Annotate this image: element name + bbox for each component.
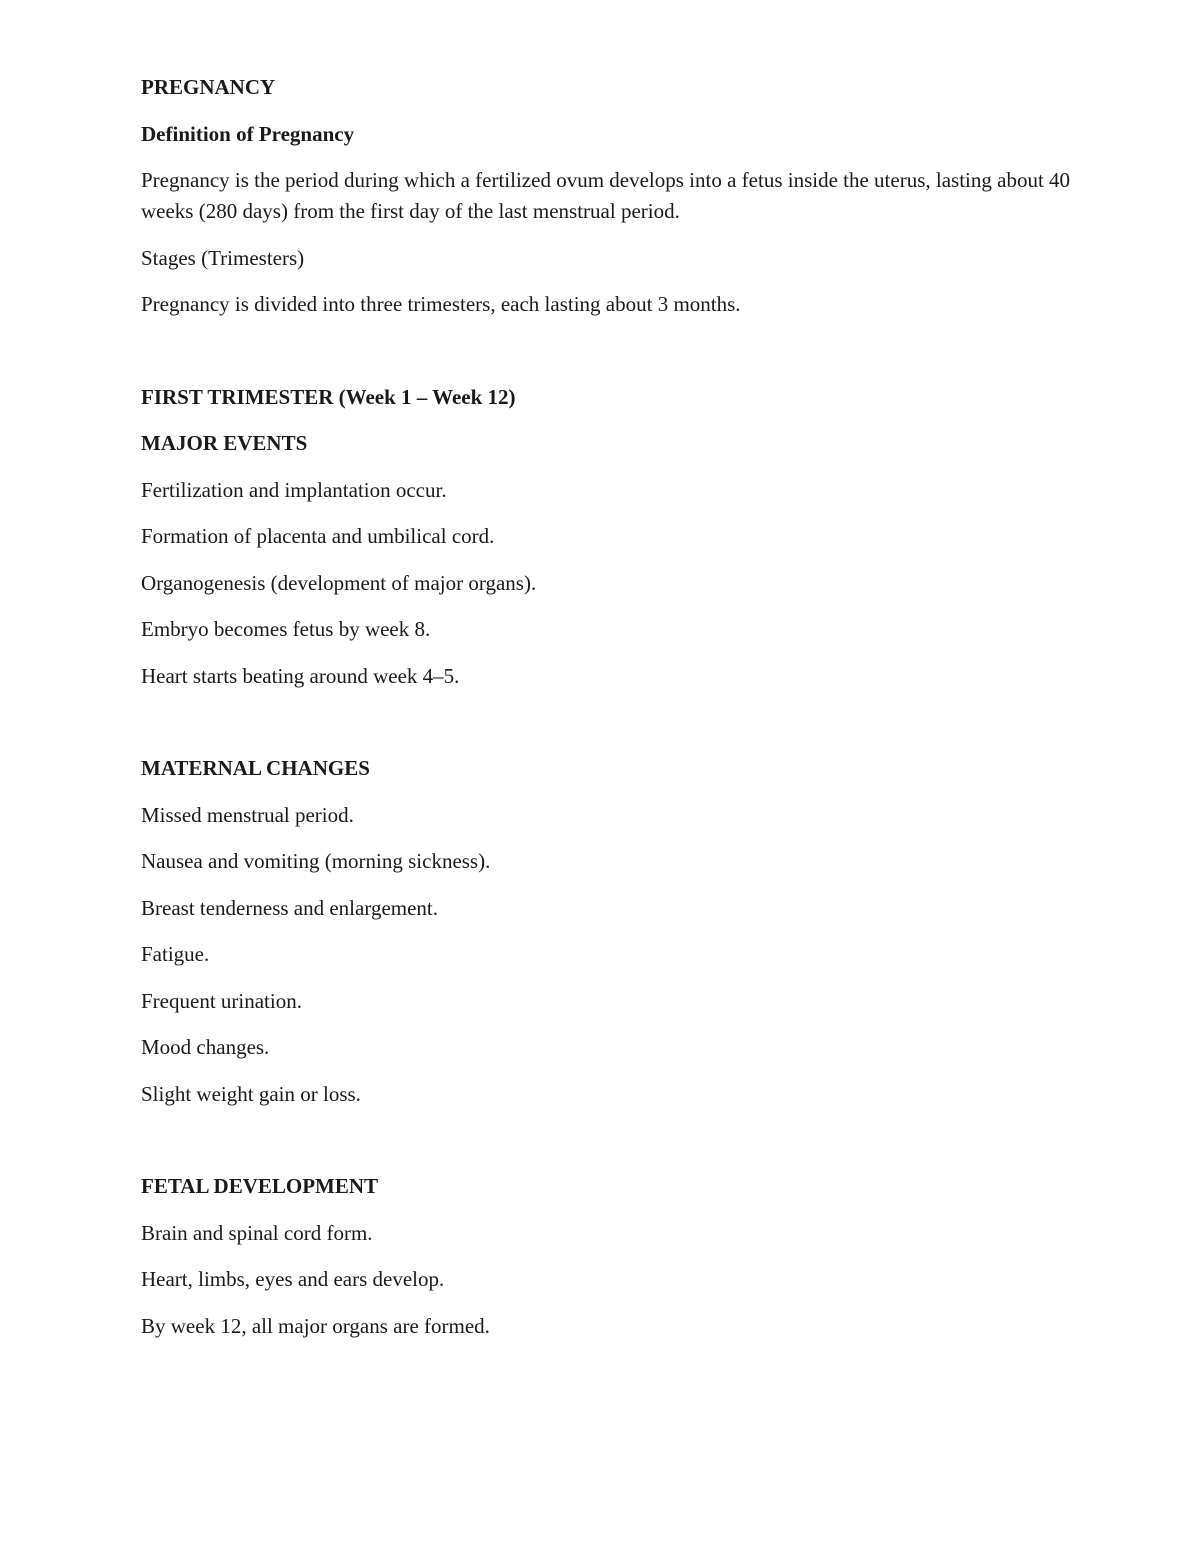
list-item: Mood changes.	[141, 1035, 270, 1059]
list-item: Embryo becomes fetus by week 8.	[141, 617, 431, 641]
section-spacer	[141, 336, 1071, 382]
list-item: Brain and spinal cord form.	[141, 1220, 373, 1245]
definition-text: Pregnancy is the period during which a fertilized ovum develops into a fetus inside the uterus, lasting about 40 weeks (280 days) from the first day of the last menstrual period.	[141, 168, 1071, 223]
list-item: Heart starts beating around week 4–5.	[141, 663, 460, 688]
list-item: Missed menstrual period.	[141, 802, 354, 827]
list-item: Breast tenderness and enlargement.	[141, 895, 439, 920]
definition-heading: Definition of Pregnancy	[141, 121, 355, 146]
section-spacer	[141, 1125, 1071, 1171]
document-title: PREGNANCY	[141, 75, 276, 99]
fetal-development-heading: FETAL DEVELOPMENT	[141, 1174, 379, 1198]
major-events-heading: MAJOR EVENTS	[141, 431, 308, 455]
first-trimester-heading: FIRST TRIMESTER (Week 1 – Week 12)	[141, 384, 516, 409]
list-item: Fertilization and implantation occur.	[141, 477, 447, 502]
document-page	[141, 72, 1071, 1357]
list-item: Heart, limbs, eyes and ears develop.	[141, 1267, 445, 1291]
list-item: Formation of placenta and umbilical cord.	[141, 524, 495, 548]
list-item: Slight weight gain or loss.	[141, 1081, 361, 1106]
list-item: Fatigue.	[141, 942, 210, 966]
list-item: Nausea and vomiting (morning sickness).	[141, 849, 491, 873]
list-item: Frequent urination.	[141, 988, 302, 1013]
maternal-changes-heading: MATERNAL CHANGES	[141, 756, 370, 780]
stages-text: Pregnancy is divided into three trimesters, each lasting about 3 months.	[141, 292, 741, 316]
section-spacer	[141, 707, 1071, 753]
list-item: By week 12, all major organs are formed.	[141, 1313, 490, 1338]
list-item: Organogenesis (development of major organs).	[141, 570, 537, 595]
stages-label: Stages (Trimesters)	[141, 245, 305, 270]
